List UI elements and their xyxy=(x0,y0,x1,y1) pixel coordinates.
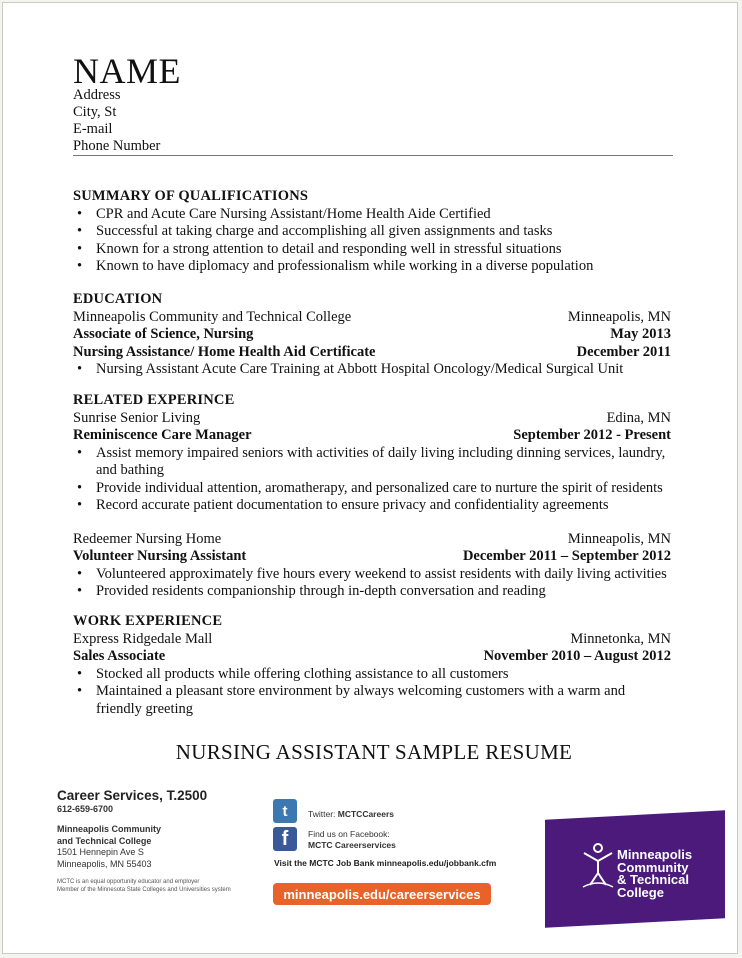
college-name-line1: Minneapolis Community xyxy=(57,824,162,834)
logo-line: & Technical xyxy=(617,872,690,887)
college-address xyxy=(57,824,161,870)
job-role-row xyxy=(73,548,671,566)
job-bank-link[interactable]: Visit the MCTC Job Bank minneapolis.edu/jobbank.cfm xyxy=(274,858,497,868)
work-experience-section xyxy=(73,613,671,718)
job-dates: September 2012 - Present xyxy=(513,427,671,443)
facebook-line xyxy=(308,829,396,851)
contact-block xyxy=(73,87,160,155)
twitter-icon[interactable]: t xyxy=(273,799,297,823)
list-item: • Known for a strong attention to detail and responding well in stressful situations xyxy=(73,241,671,259)
college-name-line2: and Technical College xyxy=(57,835,152,846)
section-title: SUMMARY OF QUALIFICATIONS xyxy=(73,188,309,204)
candidate-name: NAME xyxy=(73,51,181,91)
header-divider xyxy=(73,155,673,156)
list-item: • Provide individual attention, aromatherapy, and personalized care to nurture the spirit of residents xyxy=(73,480,671,498)
education-section xyxy=(73,291,671,379)
job-org-row xyxy=(73,410,671,428)
section-title: EDUCATION xyxy=(73,291,163,307)
facebook-icon[interactable]: f xyxy=(273,827,297,851)
job-title: Reminiscence Care Manager xyxy=(73,427,252,443)
membership-note: Member of the Minnesota State Colleges and Universities system xyxy=(57,887,231,893)
job-location: Minneapolis, MN xyxy=(567,530,671,547)
related-experience-section xyxy=(73,392,671,601)
job-dates: November 2010 – August 2012 xyxy=(483,648,671,664)
degree-date: May 2013 xyxy=(610,326,671,342)
banner-title: NURSING ASSISTANT SAMPLE RESUME xyxy=(175,740,573,764)
career-services-title: Career Services, T.2500 xyxy=(57,788,208,803)
list-item: • Successful at taking charge and accomplishing all given assignments and tasks xyxy=(73,223,671,241)
education-school-row xyxy=(73,309,671,327)
certificate: Nursing Assistance/ Home Health Aid Certificate xyxy=(73,343,376,360)
career-services-phone: 612-659-6700 xyxy=(57,804,114,814)
degree-row xyxy=(73,326,671,344)
twitter-line xyxy=(308,809,394,819)
list-item: • Nursing Assistant Acute Care Training at Abbott Hospital Oncology/Medical Surgical Unit xyxy=(73,361,671,379)
facebook-handle[interactable]: MCTC Careerservices xyxy=(308,840,396,850)
facebook-label: Find us on Facebook: xyxy=(308,829,390,839)
school-location: Minneapolis, MN xyxy=(567,308,671,325)
employer: Express Ridgedale Mall xyxy=(73,630,213,647)
certificate-row xyxy=(73,344,671,362)
job-location: Edina, MN xyxy=(606,409,671,426)
section-title: RELATED EXPERINCE xyxy=(73,392,235,408)
city-zip: Minneapolis, MN 55403 xyxy=(57,858,152,869)
employer: Redeemer Nursing Home xyxy=(73,530,222,547)
logo-line: Community xyxy=(617,859,689,875)
list-item: • Volunteered approximately five hours every weekend to assist residents with daily living activities xyxy=(73,566,671,584)
school-name: Minneapolis Community and Technical College xyxy=(73,308,352,325)
twitter-handle[interactable]: MCTCCareers xyxy=(337,809,394,819)
job-location: Minnetonka, MN xyxy=(570,630,671,647)
summary-section xyxy=(73,188,671,276)
certificate-date: December 2011 xyxy=(576,343,671,360)
list-item: • Maintained a pleasant store environment by always welcoming customers with a warm and friendly greeting xyxy=(73,683,671,718)
job-org-row xyxy=(73,631,671,649)
logo-line: Minneapolis xyxy=(617,847,693,862)
logo-line: College xyxy=(617,884,664,900)
career-services-url-button[interactable]: minneapolis.edu/careerservices xyxy=(273,883,491,905)
resume-page xyxy=(2,2,738,954)
list-item: • Assist memory impaired seniors with activities of daily living including dinning services, laundry, and bathing xyxy=(73,445,671,480)
street-address: 1501 Hennepin Ave S xyxy=(57,847,144,857)
degree: Associate of Science, Nursing xyxy=(73,326,254,342)
city-state: City, St xyxy=(73,104,117,120)
job-role-row xyxy=(73,427,671,445)
job-org-row xyxy=(73,531,671,549)
list-item: • Record accurate patient documentation to ensure privacy and confidentiality agreements xyxy=(73,497,671,515)
equal-opportunity-note: MCTC is an equal opportunity educator and employer xyxy=(57,879,200,885)
list-item: • Provided residents companionship through in-depth conversation and reading xyxy=(73,583,671,601)
job-dates: December 2011 – September 2012 xyxy=(462,548,671,564)
email: E-mail xyxy=(73,121,113,137)
twitter-label: Twitter: xyxy=(308,809,338,819)
phone-number: Phone Number xyxy=(73,138,161,154)
list-item: • Stocked all products while offering clothing assistance to all customers xyxy=(73,666,671,684)
employer: Sunrise Senior Living xyxy=(73,409,201,426)
section-title: WORK EXPERIENCE xyxy=(73,613,223,629)
list-item: • CPR and Acute Care Nursing Assistant/Home Health Aide Certified xyxy=(73,206,671,224)
fine-print xyxy=(57,878,257,894)
list-item: • Known to have diplomacy and professionalism while working in a diverse population xyxy=(73,258,671,276)
job-role-row xyxy=(73,648,671,666)
job-title: Volunteer Nursing Assistant xyxy=(73,548,247,564)
address: Address xyxy=(73,87,121,103)
college-logo-text xyxy=(617,849,692,899)
college-logo-figure-icon xyxy=(580,841,616,891)
job-title: Sales Associate xyxy=(73,648,166,664)
